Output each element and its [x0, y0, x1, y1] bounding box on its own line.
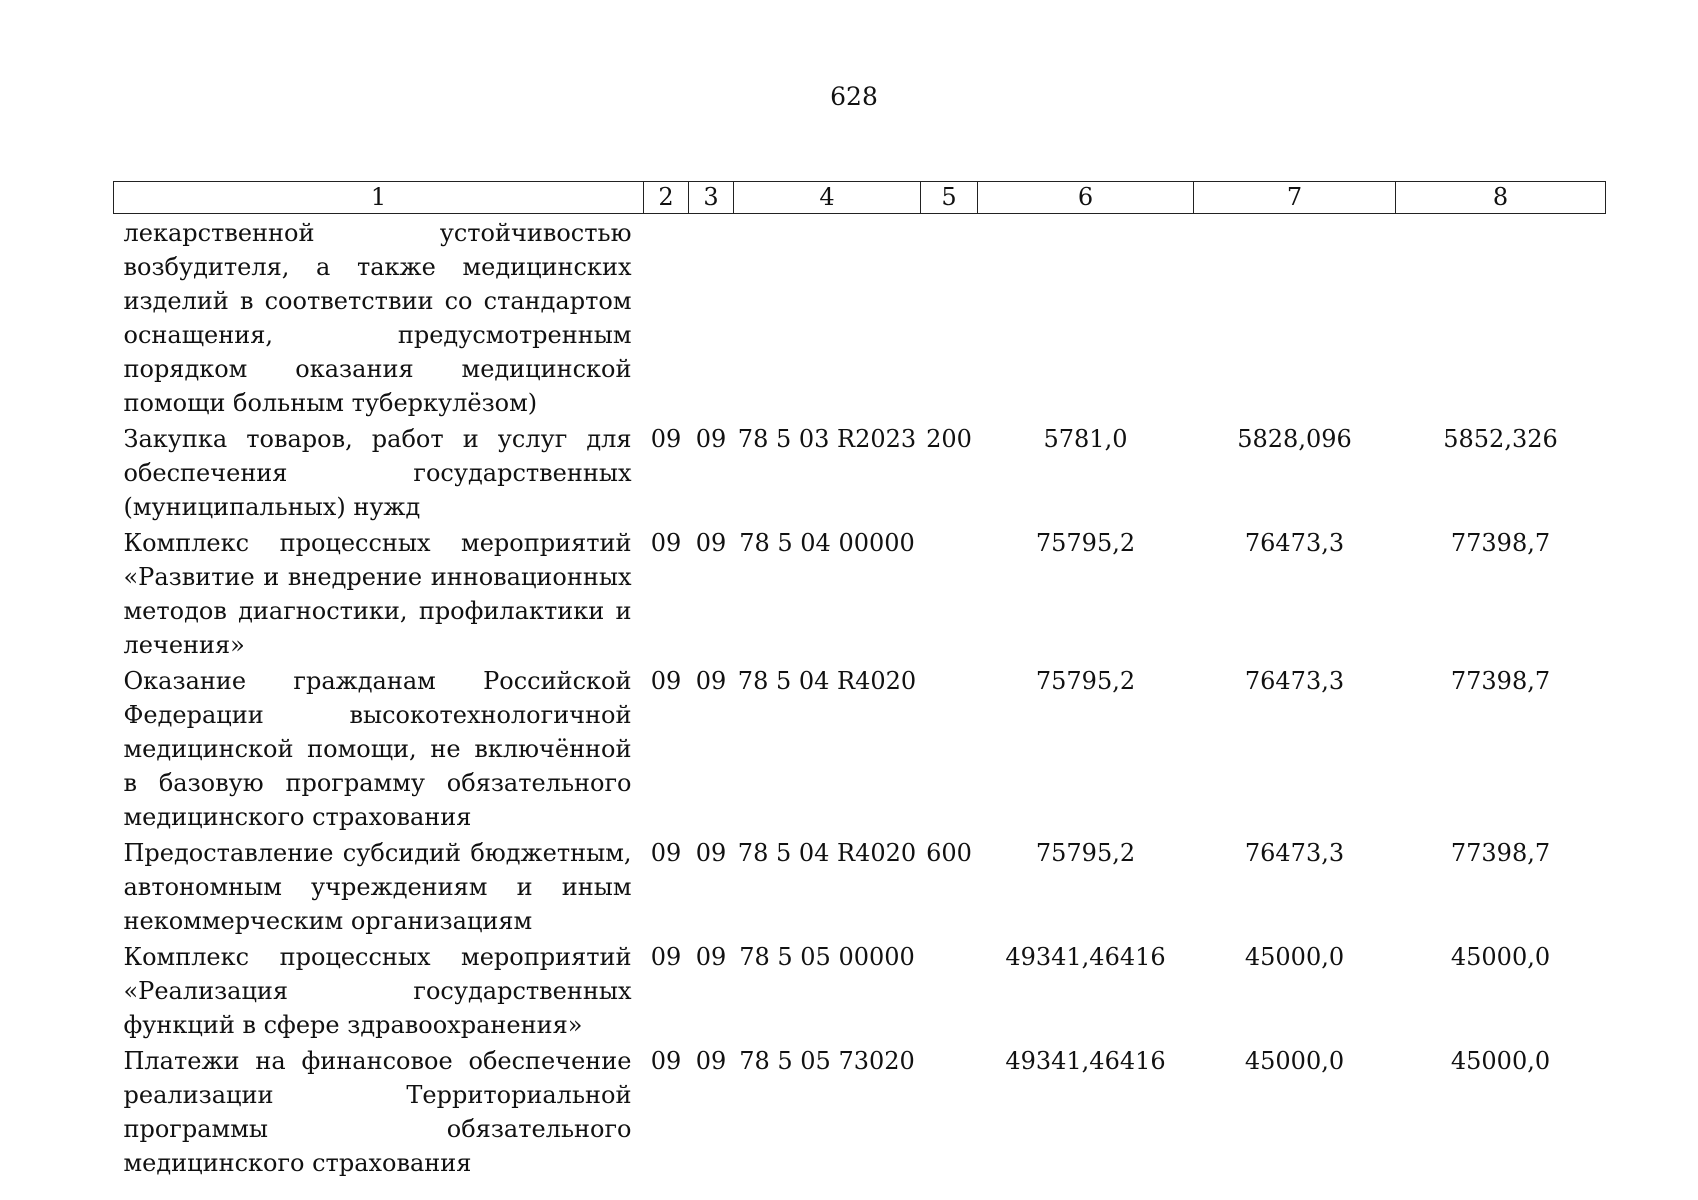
table-body — [114, 214, 1606, 1181]
row-expense-type — [921, 662, 978, 834]
row-amount-col8: 5852,326 — [1443, 425, 1558, 453]
row-amount-col6 — [978, 214, 1194, 421]
table-row — [114, 938, 1606, 1042]
row-expense-type — [921, 938, 978, 1042]
column-header-2: 2 — [644, 182, 689, 214]
row-amount-col6: 5781,0 — [1043, 425, 1128, 453]
header-row — [114, 182, 1606, 214]
row-name: Закупка товаров, работ и услуг для обеспечения государственных (муниципальных) нужд — [123, 425, 632, 521]
row-target-code: 78 5 04 R4020 — [737, 839, 917, 867]
budget-table — [113, 181, 1606, 1180]
column-header-5: 5 — [921, 182, 978, 214]
row-amount-col8 — [1396, 214, 1606, 421]
row-subsection: 09 — [695, 839, 727, 867]
row-amount-col6: 75795,2 — [1035, 839, 1136, 867]
row-name: Предоставление субсидий бюджетным, автономным учреждениям и иным некоммерческим организациям — [123, 839, 632, 935]
table-row — [114, 834, 1606, 938]
column-header-3: 3 — [689, 182, 734, 214]
row-target-code: 78 5 04 00000 — [739, 529, 915, 557]
row-amount-col7: 45000,0 — [1244, 943, 1345, 971]
row-section: 09 — [650, 425, 682, 453]
column-header-7: 7 — [1194, 182, 1396, 214]
row-subsection: 09 — [695, 1047, 727, 1075]
page-number: 628 — [830, 82, 878, 111]
row-amount-col8: 45000,0 — [1450, 1047, 1551, 1075]
row-name: Комплекс процессных мероприятий «Реализация государственных функций в сфере здравоохранения» — [123, 943, 632, 1039]
row-amount-col7: 76473,3 — [1244, 667, 1345, 695]
table-row — [114, 524, 1606, 662]
table-row — [114, 1042, 1606, 1180]
row-subsection: 09 — [695, 425, 727, 453]
row-amount-col7: 76473,3 — [1244, 839, 1345, 867]
column-header-1: 1 — [114, 182, 644, 214]
row-name: Платежи на финансовое обеспечение реализации Территориальной программы обязательного медицинского страхования — [123, 1047, 632, 1177]
column-header-6: 6 — [978, 182, 1194, 214]
row-amount-col7: 76473,3 — [1244, 529, 1345, 557]
row-amount-col7: 45000,0 — [1244, 1047, 1345, 1075]
row-amount-col6: 75795,2 — [1035, 529, 1136, 557]
column-header-4: 4 — [734, 182, 921, 214]
row-section: 09 — [650, 1047, 682, 1075]
row-section: 09 — [650, 529, 682, 557]
row-amount-col8: 77398,7 — [1450, 839, 1551, 867]
row-subsection: 09 — [695, 667, 727, 695]
column-header-8: 8 — [1396, 182, 1606, 214]
row-section — [644, 214, 689, 421]
row-amount-col6: 75795,2 — [1035, 667, 1136, 695]
row-target-code: 78 5 03 R2023 — [737, 425, 917, 453]
row-amount-col8: 77398,7 — [1450, 667, 1551, 695]
row-name: Оказание гражданам Российской Федерации высокотехнологичной медицинской помощи, не включённой в базовую программу обязательного медицинского страхования — [123, 667, 632, 831]
row-subsection: 09 — [695, 529, 727, 557]
row-section: 09 — [650, 839, 682, 867]
row-subsection — [689, 214, 734, 421]
table-row — [114, 214, 1606, 421]
table-row — [114, 662, 1606, 834]
row-target-code: 78 5 05 00000 — [739, 943, 915, 971]
row-amount-col7 — [1194, 214, 1396, 421]
row-amount-col8: 77398,7 — [1450, 529, 1551, 557]
row-expense-type — [921, 1042, 978, 1180]
row-target-code — [734, 214, 921, 421]
row-amount-col6: 49341,46416 — [1005, 943, 1166, 971]
table-header — [114, 182, 1606, 214]
row-section: 09 — [650, 943, 682, 971]
row-subsection: 09 — [695, 943, 727, 971]
row-expense-type — [921, 214, 978, 421]
row-name: лекарственной устойчивостью возбудителя, а также медицинских изделий в соответствии со стандартом оснащения, предусмотренным порядком оказания медицинской помощи больным туберкулёзом) — [123, 219, 632, 417]
row-expense-type: 600 — [926, 839, 972, 867]
row-target-code: 78 5 05 73020 — [739, 1047, 915, 1075]
row-section: 09 — [650, 667, 682, 695]
row-amount-col7: 5828,096 — [1237, 425, 1352, 453]
row-target-code: 78 5 04 R4020 — [737, 667, 917, 695]
table-row — [114, 420, 1606, 524]
row-name: Комплекс процессных мероприятий «Развитие и внедрение инновационных методов диагностики, профилактики и лечения» — [123, 529, 632, 659]
row-expense-type — [921, 524, 978, 662]
row-amount-col8: 45000,0 — [1450, 943, 1551, 971]
row-expense-type: 200 — [926, 425, 972, 453]
row-amount-col6: 49341,46416 — [1005, 1047, 1166, 1075]
